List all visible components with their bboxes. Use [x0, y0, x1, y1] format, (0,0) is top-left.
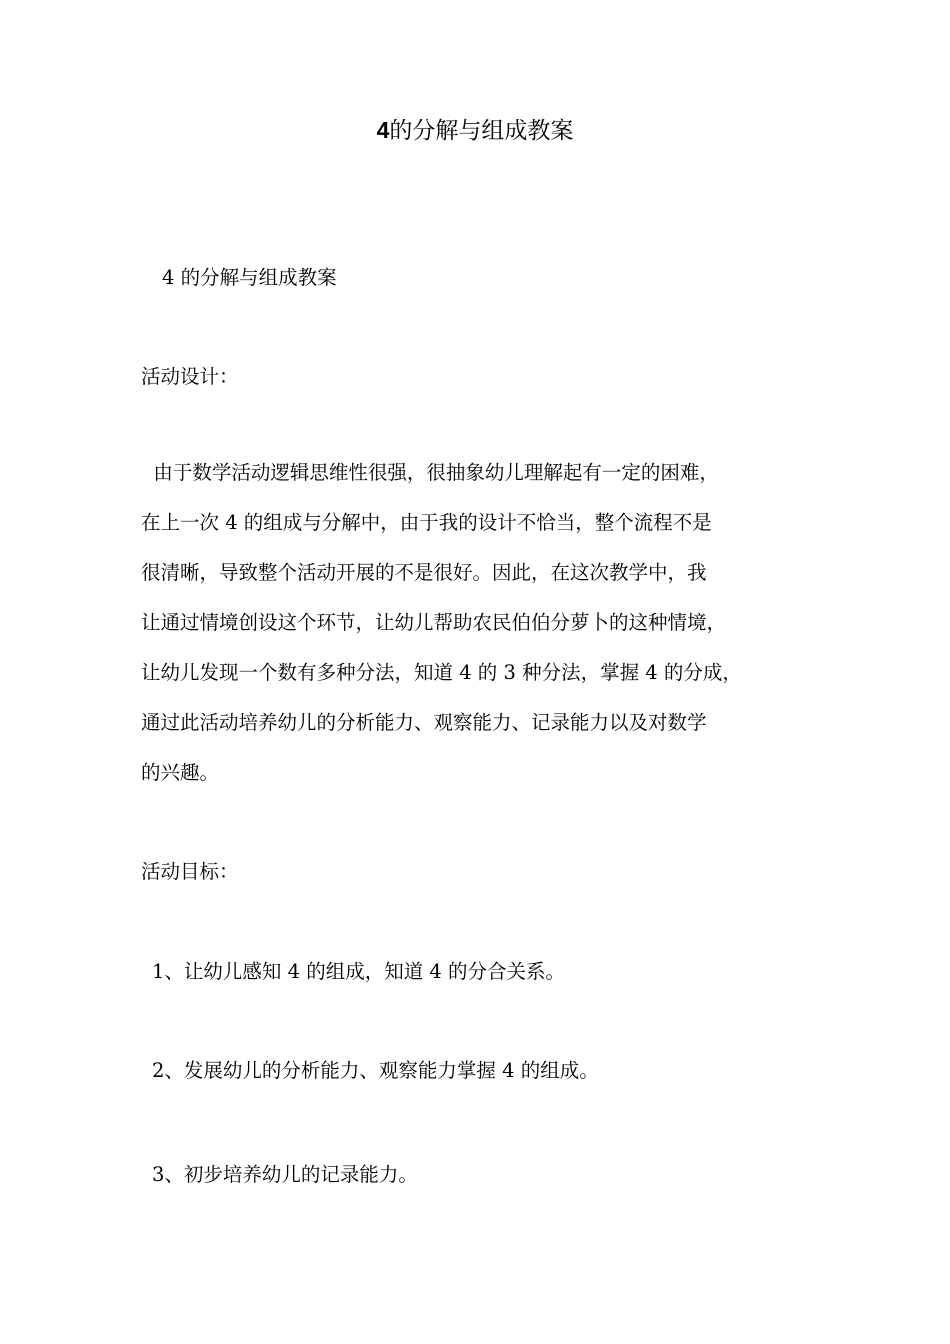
title-text: 的分解与组成教案: [389, 118, 574, 144]
paragraph-line: 很清晰，导致整个活动开展的不是很好。因此，在这次教学中，我: [141, 561, 707, 584]
paragraph-line: 在上一次 4 的组成与分解中，由于我的设计不恰当，整个流程不是: [141, 511, 712, 534]
document-title: [0, 114, 950, 147]
paragraph-line: 让幼儿发现一个数有多种分法，知道 4 的 3 种分法，掌握 4 的分成，: [141, 661, 742, 684]
paragraph-line: 的兴趣。: [141, 761, 220, 784]
document-subtitle: 4 的分解与组成教案: [162, 266, 337, 289]
paragraph-line: 由于数学活动逻辑思维性很强，很抽象幼儿理解起有一定的困难，: [141, 461, 719, 484]
goal-item-3: 3、初步培养幼儿的记录能力。: [152, 1163, 418, 1186]
title-number: 4: [376, 117, 390, 143]
paragraph-line: 通过此活动培养幼儿的分析能力、观察能力、记录能力以及对数学: [141, 711, 707, 734]
section-heading-design: 活动设计：: [141, 365, 239, 388]
goal-item-2: 2、发展幼儿的分析能力、观察能力掌握 4 的组成。: [152, 1059, 599, 1082]
goal-item-1: 1、让幼儿感知 4 的组成，知道 4 的分合关系。: [152, 960, 566, 983]
section-heading-goals: 活动目标：: [141, 860, 239, 883]
design-paragraph: [141, 459, 821, 809]
paragraph-line: 让通过情境创设这个环节，让幼儿帮助农民伯伯分萝卜的这种情境，: [141, 611, 727, 634]
